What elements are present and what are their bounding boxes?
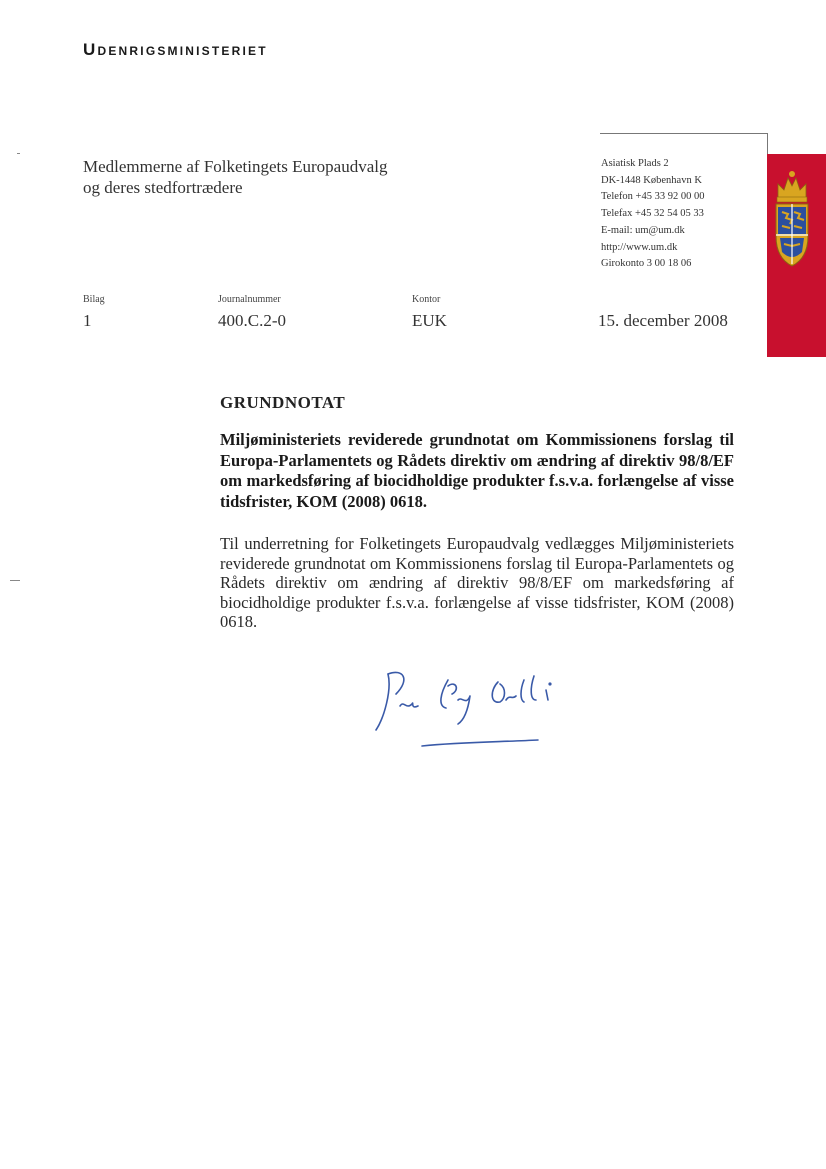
kontor-value: EUK — [412, 311, 447, 330]
kontor-label: Kontor — [412, 294, 441, 305]
document-body: Til underretning for Folketingets Europaudvalg vedlægges Miljøministeriets reviderede grundnotat om Kommissionens forslag til Europa-Parlamentets og Rådets direktiv om ændring af direktiv 98/8/EF om markedsføring af biocidholdige produkter f.s.v.a. forlængelse af visse tidsfrister, KOM (2008) 0618. — [220, 534, 734, 631]
recipient-line-1: Medlemmerne af Folketingets Europaudvalg — [83, 157, 388, 176]
address-rule — [600, 133, 768, 134]
document-title: GRUNDNOTAT — [220, 393, 346, 412]
document-date: 15. december 2008 — [598, 311, 728, 330]
address-street: Asiatisk Plads 2 — [601, 158, 669, 169]
margin-mark — [17, 153, 20, 154]
address-email: E-mail: um@um.dk — [601, 224, 685, 236]
address-fax: Telefax +45 32 54 05 33 — [601, 208, 704, 220]
journal-value: 400.C.2-0 — [218, 311, 286, 330]
address-phone: Telefon +45 33 92 00 00 — [601, 191, 705, 203]
document-subject: Miljøministeriets reviderede grundnotat om Kommissionens forslag til Europa-Parlamentets og Rådets direktiv om ændring af direktiv 98/8/EF om markedsføring af biocidholdige produkter f.s.v.a. forlængelse af visse tidsfrister, KOM (2008) 0618. — [220, 430, 734, 511]
address-giro: Girokonto 3 00 18 06 — [601, 258, 692, 270]
recipient-line-2: og deres stedfortrædere — [83, 178, 243, 197]
address-city: DK-1448 København K — [601, 174, 702, 186]
address-block — [601, 156, 704, 273]
ministry-name: Udenrigsministeriet — [83, 40, 268, 59]
recipient-block — [83, 156, 388, 198]
bilag-label: Bilag — [83, 294, 105, 305]
signature-icon — [370, 660, 560, 760]
journal-label: Journalnummer — [218, 294, 281, 305]
coat-of-arms-icon — [770, 166, 814, 270]
address-rule-vertical — [767, 133, 768, 155]
fold-mark — [10, 580, 20, 581]
bilag-value: 1 — [83, 311, 92, 330]
address-web: http://www.um.dk — [601, 241, 678, 253]
